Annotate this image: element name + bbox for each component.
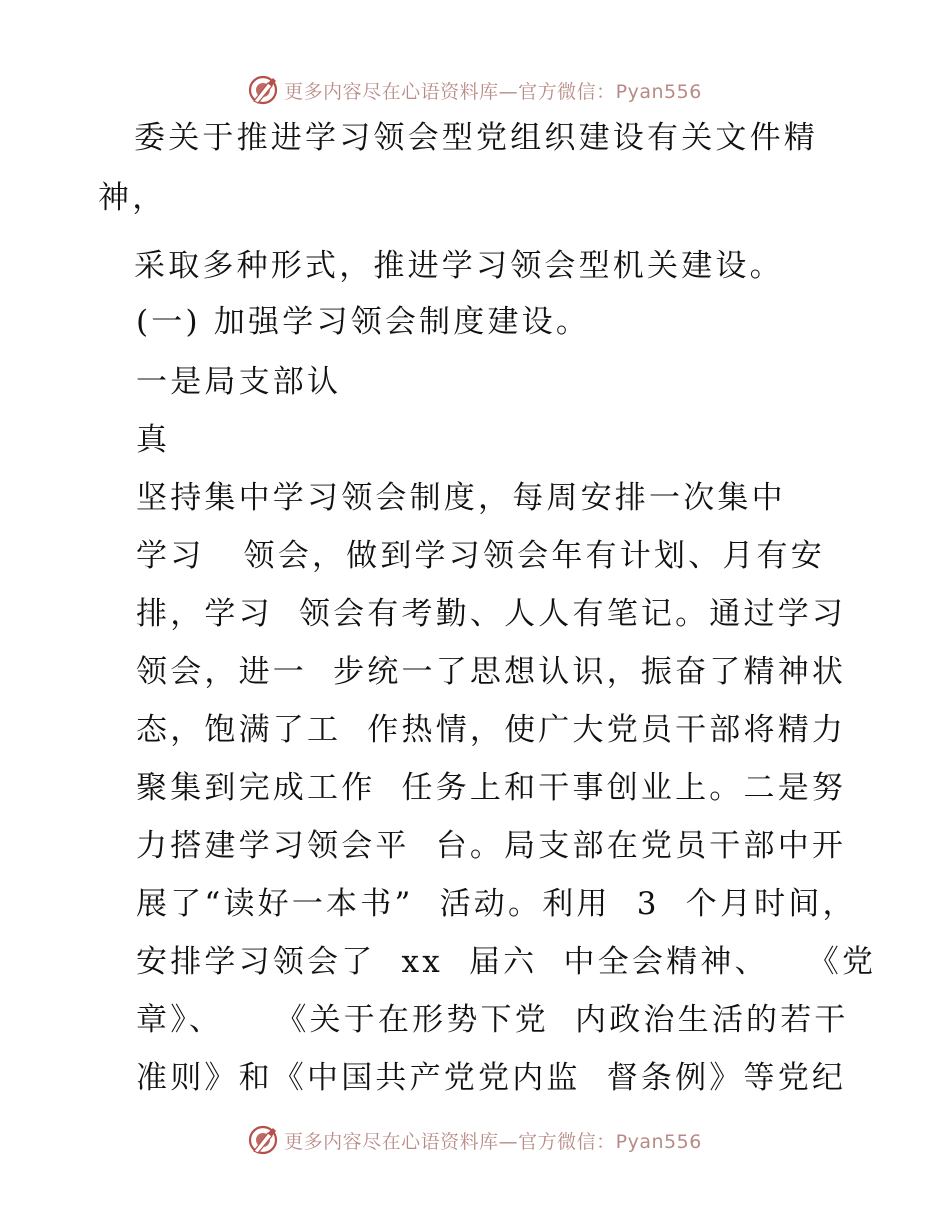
body-line: 一是局支部认 — [136, 364, 342, 400]
body-line: 坚持集中学习领会制度，每周安排一次集中 — [136, 480, 786, 516]
body-line: 采取多种形式，推进学习领会型机关建设。 — [134, 248, 784, 284]
body-line: 准则》和《中国共产党党内监 督条例》等党纪 — [136, 1060, 847, 1096]
body-line: 聚集到完成工作 任务上和干事创业上。二是努 — [136, 770, 847, 806]
pen-logo-icon — [248, 75, 278, 105]
body-line: 力搭建学习领会平 台。局支部在党员干部中开 — [136, 828, 847, 864]
footer-watermark-text: 更多内容尽在心语资料库—官方微信：Pyan556 — [284, 1130, 702, 1153]
header-watermark — [0, 70, 950, 110]
header-watermark-text: 更多内容尽在心语资料库—官方微信：Pyan556 — [284, 80, 702, 103]
body-line: 安排学习领会了 xx 届六 中全会精神、 《党 — [136, 944, 877, 980]
body-line: 领会，进一 步统一了思想认识，振奋了精神状 — [136, 654, 847, 690]
footer-watermark — [0, 1120, 950, 1160]
body-line: 展了“读好一本书” 活动。利用 3 个月时间， — [136, 886, 857, 922]
body-line: 章》、 《关于在形势下党 内政治生活的若干 — [136, 1002, 849, 1038]
body-line: 排，学习 领会有考勤、人人有笔记。通过学习 — [136, 596, 847, 632]
body-line: 态，饱满了工 作热情，使广大党员干部将精力 — [136, 712, 847, 748]
pen-logo-icon — [248, 1125, 278, 1155]
body-line: (一) 加强学习领会制度建设。 — [136, 304, 591, 340]
body-line: 学习 领会，做到学习领会年有计划、月有安 — [136, 538, 825, 574]
body-line: 神， — [98, 180, 167, 216]
body-line: 委关于推进学习领会型党组织建设有关文件精 — [134, 120, 818, 156]
body-line: 真 — [136, 422, 171, 458]
